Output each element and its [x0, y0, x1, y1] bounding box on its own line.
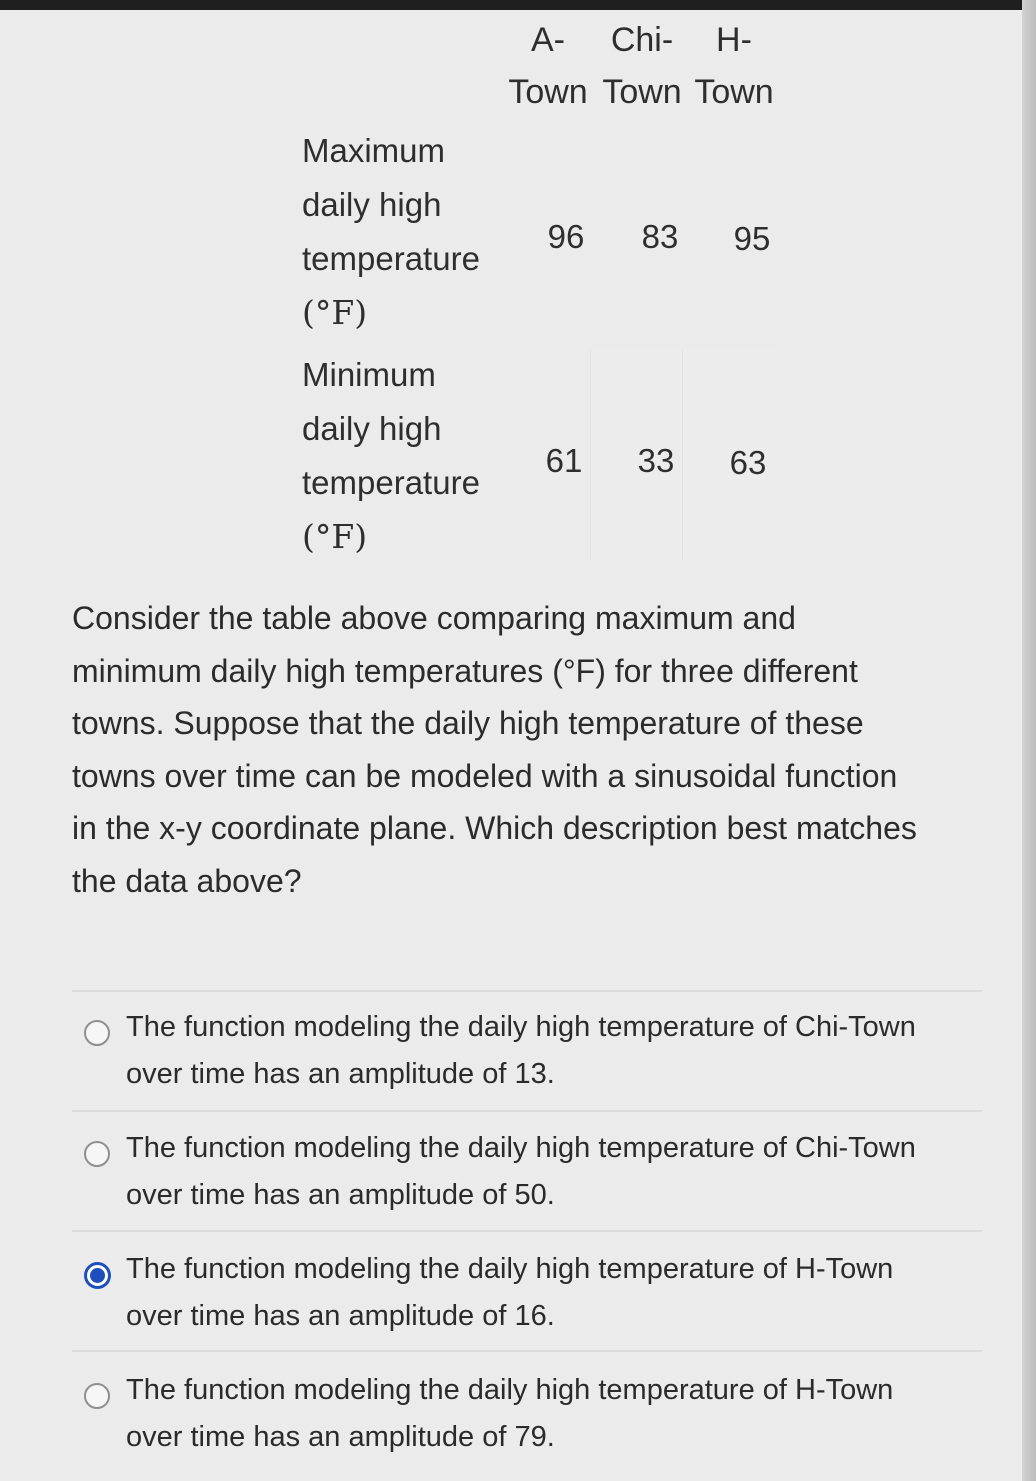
table-cell: 33 [637, 442, 675, 479]
column-header-line: Town [508, 73, 588, 111]
row-label-line: daily high [302, 410, 442, 447]
answer-option-line: over time has an amplitude of 79. [126, 1421, 555, 1453]
answer-option-text [126, 1367, 966, 1461]
question-line: minimum daily high temperatures (°F) for three different [72, 652, 858, 689]
answer-option-line: The function modeling the daily high temperature of Chi-Town [126, 1132, 916, 1164]
radio-button-selected[interactable] [84, 1262, 111, 1289]
row-label-minimum [302, 348, 502, 564]
answer-option-line: The function modeling the daily high temperature of Chi-Town [126, 1011, 916, 1043]
row-label-line: temperature [302, 240, 480, 277]
question-line: the data above? [72, 862, 302, 899]
answer-option-2[interactable] [80, 1125, 960, 1225]
column-header-line: Town [602, 73, 682, 111]
table-cell: 61 [545, 442, 583, 479]
table-cell: 63 [729, 444, 767, 481]
column-header-chi-town [596, 14, 688, 118]
table-cell: 96 [547, 218, 585, 255]
question-line: towns over time can be modeled with a sinusoidal function [72, 757, 898, 794]
answer-option-text [126, 1125, 966, 1219]
answer-option-line: The function modeling the daily high temperature of H-Town [126, 1374, 894, 1406]
answer-option-line: The function modeling the daily high temperature of H-Town [126, 1253, 894, 1285]
question-line: in the x-y coordinate plane. Which description best matches [72, 810, 917, 846]
answer-option-1[interactable] [80, 1004, 960, 1104]
row-label-line: Maximum [302, 132, 446, 169]
row-label-unit: (°F) [302, 293, 368, 332]
radio-button[interactable] [84, 1020, 110, 1046]
row-label-line: temperature [302, 464, 480, 501]
row-label-maximum [302, 124, 502, 340]
table-cell: 95 [733, 220, 771, 257]
screen-right-edge [1022, 0, 1036, 1481]
radio-button[interactable] [84, 1383, 110, 1409]
answer-option-text [126, 1004, 966, 1098]
column-header-line: A- [531, 21, 565, 59]
column-header-line: Chi- [610, 21, 674, 59]
screen-top-edge [0, 0, 1036, 10]
divider [72, 1350, 982, 1352]
column-header-line: H- [716, 21, 752, 59]
question-line: towns. Suppose that the daily high temperature of these [72, 705, 864, 741]
row-label-unit: (°F) [302, 517, 368, 556]
row-label-line: daily high [302, 186, 442, 223]
answer-option-4[interactable] [80, 1367, 960, 1467]
column-header-a-town [502, 14, 594, 118]
answer-option-3[interactable] [80, 1246, 960, 1346]
answer-option-text [126, 1246, 966, 1340]
divider [72, 1230, 982, 1232]
column-header-h-town [688, 14, 780, 118]
answer-option-line: over time has an amplitude of 16. [126, 1300, 555, 1332]
divider [72, 990, 982, 992]
table-cell: 83 [641, 218, 679, 255]
divider [72, 1110, 982, 1112]
answer-option-line: over time has an amplitude of 50. [126, 1179, 555, 1211]
answer-option-line: over time has an amplitude of 13. [126, 1058, 555, 1090]
row-label-line: Minimum [302, 356, 436, 393]
column-header-line: Town [694, 73, 774, 111]
question-text [72, 592, 992, 907]
radio-button[interactable] [84, 1141, 110, 1167]
question-line: Consider the table above comparing maximum and [72, 600, 796, 636]
